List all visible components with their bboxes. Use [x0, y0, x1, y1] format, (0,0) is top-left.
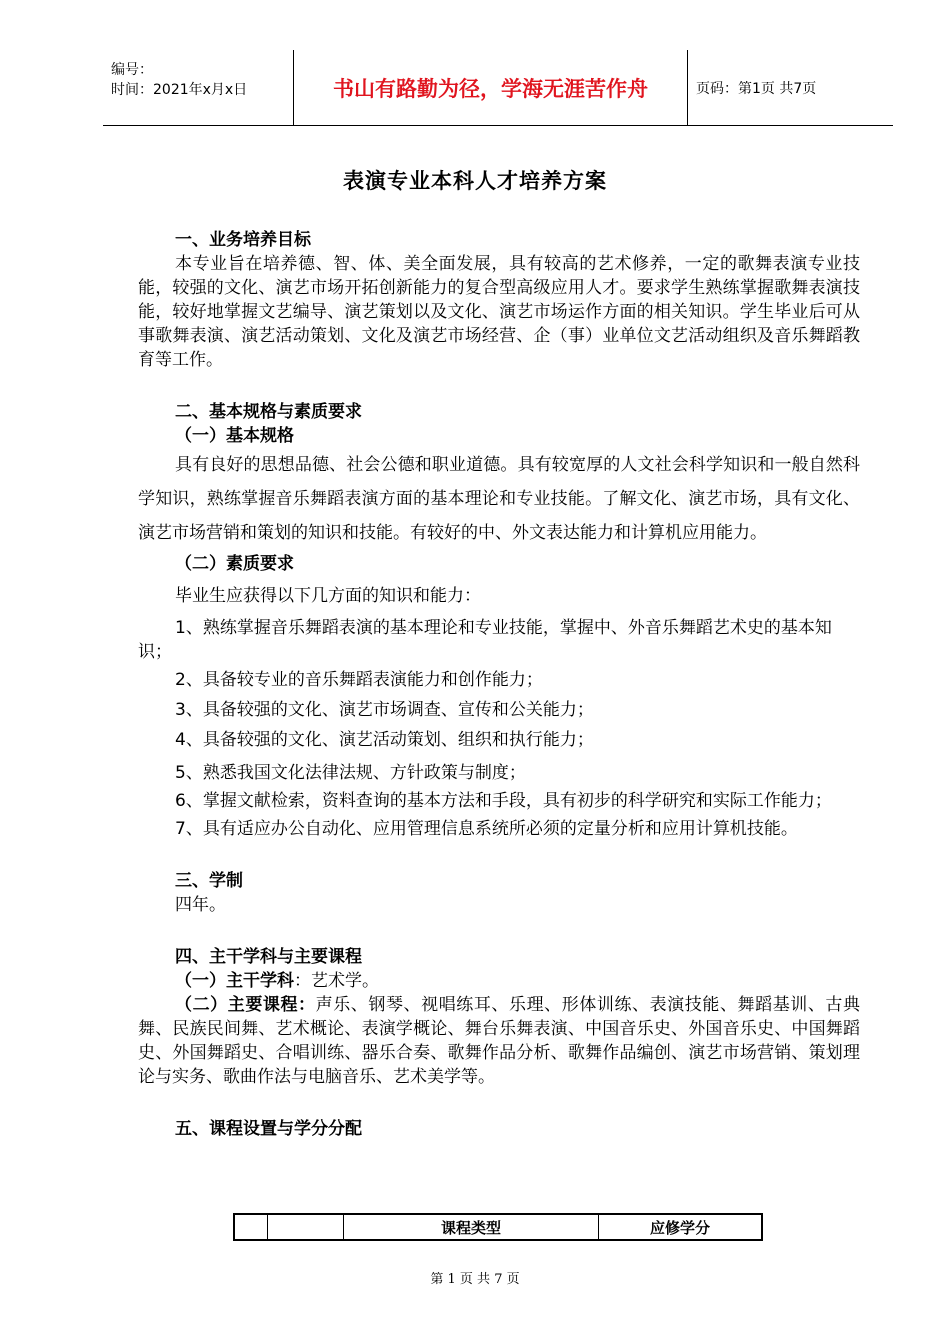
- section2-sub1-heading: （一）基本规格: [175, 426, 294, 446]
- section4-sub1: [138, 969, 860, 993]
- date-label: 时间：2021年x月x日: [111, 82, 248, 98]
- table-cell: [234, 1214, 268, 1240]
- section4-sub2-label: （二）主要课程：: [175, 995, 316, 1015]
- number-label: 编号：: [111, 62, 153, 78]
- header-left-cell: [103, 50, 294, 126]
- section4-sub2: [138, 993, 860, 1089]
- list-item: 5、熟悉我国文化法律法规、方针政策与制度；: [175, 763, 526, 783]
- header-table: [103, 50, 893, 126]
- section4-sub2-text: 声乐、钢琴、视唱练耳、乐理、形体训练、表演技能、舞蹈基训、古典舞、民族民间舞、艺术概论、表演学概论、舞台乐舞表演、中国音乐史、外国音乐史、中国舞蹈史、外国舞蹈史、合唱训练、器乐合奏、歌舞作品分析、歌舞作品编创、演艺市场营销、策划理论与实务、歌曲作法与电脑音乐、艺术美学等。: [138, 995, 861, 1087]
- page-info: 页码：第1页 共7页: [688, 50, 894, 126]
- section4-heading: 四、主干学科与主要课程: [175, 947, 362, 967]
- section2-sub2-heading: （二）素质要求: [175, 554, 294, 574]
- list-item: 7、具有适应办公自动化、应用管理信息系统所必须的定量分析和应用计算机技能。: [175, 819, 798, 839]
- list-item: 6、掌握文献检索，资料查询的基本方法和手段，具有初步的科学研究和实际工作能力；: [175, 791, 832, 811]
- list-item: 3、具备较强的文化、演艺市场调查、宣传和公关能力；: [175, 700, 594, 720]
- section1-heading: 一、业务培养目标: [175, 230, 311, 250]
- page-title: 表演专业本科人才培养方案: [343, 169, 607, 193]
- page-footer: 第 1 页 共 7 页: [430, 1272, 520, 1287]
- section2-intro: 毕业生应获得以下几方面的知识和能力：: [175, 586, 481, 606]
- table-cell: [268, 1214, 344, 1240]
- list-item: 4、具备较强的文化、演艺活动策划、组织和执行能力；: [175, 730, 594, 750]
- document-body: [138, 228, 860, 1141]
- section3-heading: 三、学制: [175, 871, 243, 891]
- course-table: [233, 1213, 763, 1241]
- list-item: 1、熟练掌握音乐舞蹈表演的基本理论和专业技能，掌握中、外音乐舞蹈艺术史的基本知识；: [138, 618, 832, 662]
- section2-paragraph: 具有良好的思想品德、社会公德和职业道德。具有较宽厚的人文社会科学知识和一般自然科学知识，熟练掌握音乐舞蹈表演方面的基本理论和专业技能。了解文化、演艺市场，具有文化、演艺市场营销和策划的知识和技能。有较好的中、外文表达能力和计算机应用能力。: [138, 455, 860, 543]
- column-header-course-type: 课程类型: [344, 1214, 599, 1240]
- section2-heading: 二、基本规格与素质要求: [175, 402, 362, 422]
- column-header-credits: 应修学分: [599, 1214, 763, 1240]
- section1-paragraph: 本专业旨在培养德、智、体、美全面发展，具有较高的艺术修养，一定的歌舞表演专业技能，较强的文化、演艺市场开拓创新能力的复合型高级应用人才。要求学生熟练掌握歌舞表演技能，较好地掌握文艺编导、演艺策划以及文化、演艺市场运作方面的相关知识。学生毕业后可从事歌舞表演、演艺活动策划、文化及演艺市场经营、企（事）业单位文艺活动组织及音乐舞蹈教育等工作。: [138, 254, 860, 370]
- list-item: 2、具备较专业的音乐舞蹈表演能力和创作能力；: [175, 670, 543, 690]
- table-row: [234, 1214, 762, 1240]
- section4-sub1-label: （一）主干学科: [175, 971, 294, 991]
- motto: 书山有路勤为径，学海无涯苦作舟: [294, 50, 688, 126]
- section3-paragraph: 四年。: [175, 895, 226, 915]
- section4-sub1-text: ：艺术学。: [294, 971, 379, 991]
- section5-heading: 五、课程设置与学分分配: [175, 1119, 362, 1139]
